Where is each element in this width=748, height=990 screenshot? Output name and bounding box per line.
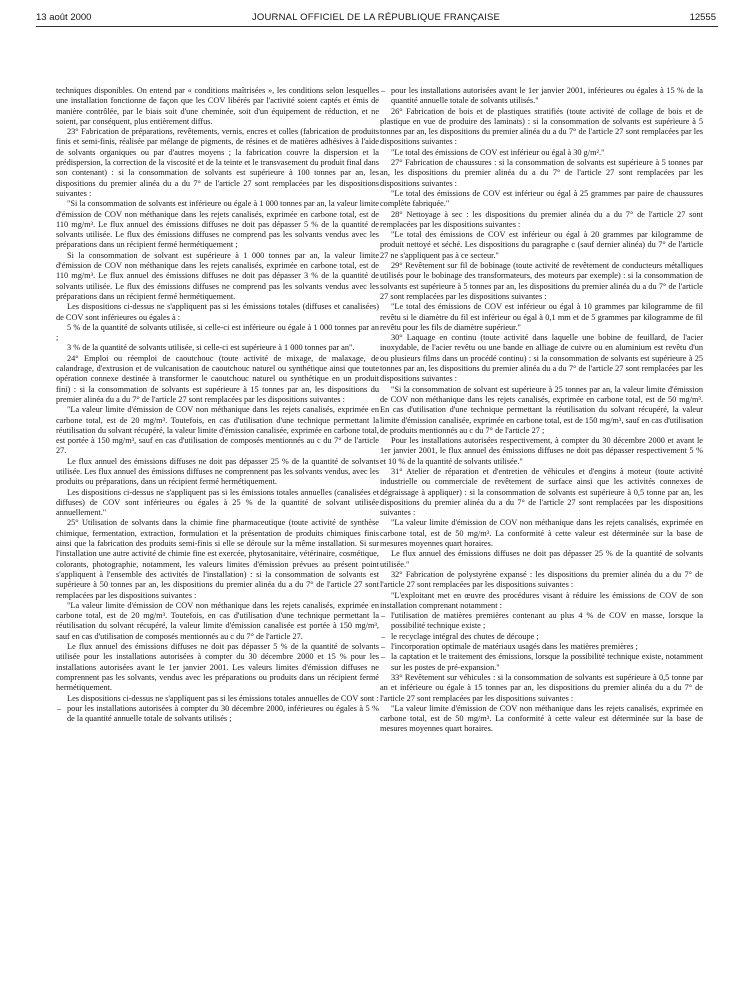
paragraph: "Le total des émissions de COV est inférieur ou égal à 20 grammes par kilogramme de produit nettoyé et séché. Les dispositions du paragraphe c (sauf dernier alinéa) du 7° de l'article 27 ne s'appliquent pas à ce secteur." (380, 230, 703, 260)
paragraph: "La valeur limite d'émission de COV non méthanique dans les rejets canalisés, exprimée en carbone total, est de 50 mg/m³. La conformité à cette valeur est déterminée sur la base de mesures moyennes quart horaires. (380, 518, 703, 549)
bullet-list (56, 704, 379, 725)
paragraph: "Si la consommation de solvants est inférieure ou égale à 1 000 tonnes par an, la valeur limite d'émission de COV non méthanique dans les rejets canalisés, exprimée en carbone total, est de 110 mg/m³. Le flux annuel des émissions diffuses ne doit pas dépasser 5 % de la quantité de solvants utilisée. Le flux des émissions diffuses ne comprend pas les solvants vendus avec les préparations dans un récipient fermé hermétiquement ; (56, 199, 379, 250)
bullet-list (380, 611, 703, 673)
header-page-number: 12555 (689, 12, 716, 23)
paragraph-28: 28° Nettoyage à sec : les dispositions du premier alinéa du a du 7° de l'article 27 sont remplacées par les dispositions suivantes : (380, 209, 703, 229)
header-date: 13 août 2000 (36, 12, 92, 23)
paragraph: Si la consommation de solvant est supérieure à 1 000 tonnes par an, la valeur limite d'émission de COV non méthanique dans les rejets canalisés, exprimée en carbone total, est de 110 mg/m³. Le flux annuel des émissions diffuses ne doit pas dépasser 3 % de la quantité de solvants utilisée. Le flux des émissions diffuses ne comprend pas les solvants vendus avec les préparations dans un récipient fermé hermétiquement. (56, 250, 379, 301)
list-item: – l'incorporation optimale de matériaux usagés dans les matières premières ; (380, 642, 703, 652)
paragraph: "La valeur limite d'émission de COV non méthanique dans les rejets canalisés, exprimée en carbone total, est de 20 mg/m³. Toutefois, en cas d'utilisation d'une technique permettant la réutilisation du solvant récupéré, la valeur limite d'émission canalisée, exprimée en carbone total, est portée à 150 mg/m³, sauf en cas d'utilisation de composés mentionnés au c du 7° de l'article 27. (56, 405, 379, 456)
paragraph: Les dispositions ci-dessus ne s'appliquent pas si les émissions totales (diffuses et canalisées) de COV sont inférieures ou égales à : (56, 302, 379, 322)
paragraph: techniques disponibles. On entend par « conditions maîtrisées », les conditions selon lesquelles une installation fonctionne de façon que les COV libérés par l'activité soient captés et émis de manière contrôlée, par le biais soit d'une cheminée, soit d'un équipement de réduction, et ne soient, par conséquent, plus entièrement diffus. (56, 86, 379, 126)
paragraph-27: 27° Fabrication de chaussures : si la consommation de solvants est supérieure à 5 tonnes par an, les dispositions du premier alinéa du a du 7° de l'article 27 sont remplacées par les dispositions suivantes : (380, 158, 703, 188)
paragraph: Le flux annuel des émissions diffuses ne doit pas dépasser 25 % de la quantité de solvants utilisée. Les flux annuel des émissions diffuses ne comprennent pas les solvants vendus, avec les produits ou préparations, dans un récipient fermé hermétiquement. (56, 456, 379, 487)
paragraph: "Le total des émissions de COV est inférieur ou égal à 25 grammes par paire de chaussures complète fabriquée." (380, 188, 703, 209)
paragraph-30: 30° Laquage en continu (toute activité dans laquelle une bobine de feuillard, de l'acier inoxydable, de l'acier revêtu ou une bande en alliage de cuivre ou en aluminium est revêtu d'un ou plusieurs films dans un procédé continu) : si la consommation de solvants est supérieure à 25 tonnes par an, les dispositions du premier alinéa du a du 7° de l'article 27 sont remplacées par les dispositions suivantes : (380, 333, 703, 384)
paragraph: Les dispositions ci-dessus ne s'appliquent pas si les émissions totales annuelles de COV sont : (67, 693, 379, 703)
list-item: – l'utilisation de matières premières contenant au plus 4 % de COV en masse, lorsque la possibilité technique existe ; (380, 611, 703, 632)
paragraph-33: 33° Revêtement sur véhicules : si la consommation de solvants est supérieure à 0,5 tonne par an et inférieure ou égale à 15 tonnes par an, les dispositions du premier alinéa du a du 7° de l'article 27 sont remplacées par les dispositions suivantes : (380, 672, 703, 703)
bullet-list (380, 86, 703, 107)
paragraph: Le flux annuel des émissions diffuses ne doit pas dépasser 5 % de la quantité de solvants utilisée pour les installations autorisées à compter du 30 décembre 2000 et 15 % pour les installations autorisées avant le 1er janvier 2001. Les valeurs limites d'émission diffuses ne comprennent pas les solvants, vendus avec les préparations ou produits dans un récipient fermé hermétiquement. (56, 642, 379, 693)
paragraph: Les dispositions ci-dessus ne s'appliquent pas si les émissions totales annuelles (canalisées et diffuses) de COV sont inférieures ou égales à 25 % de la quantité de solvant utilisée annuellement." (56, 487, 379, 518)
paragraph: "La valeur limite d'émission de COV non méthanique dans les rejets canalisés, exprimée en carbone total, est de 20 mg/m³. Toutefois, en cas d'utilisation d'une technique permettant la réutilisation du solvant récupéré, la valeur limite d'émission canalisée est portée à 150 mg/m³, sauf en cas d'utilisation de composés mentionnés au c du 7° de l'article 27. (56, 600, 379, 641)
left-column (56, 86, 379, 724)
paragraph-23: 23° Fabrication de préparations, revêtements, vernis, encres et colles (fabrication de produits finis et semi-finis, réalisée par mélange de pigments, de résines et de matières adhésives à l'aide de solvants organiques ou par d'autres moyens ; la fabrication couvre la dispersion et la prédispersion, la correction de la viscosité et de la teinte et le transvasement du produit final dans son contenant) : si la consommation de solvants est supérieure à 100 tonnes par an, les dispositions du premier alinéa du a du 7° de l'article 27 sont remplacées par les dispositions suivantes : (56, 127, 379, 198)
paragraph: "Si la consommation de solvant est supérieure à 25 tonnes par an, la valeur limite d'émission de COV non méthanique dans les rejets canalisés, exprimée en carbone total, est de 50 mg/m³. En cas d'utilisation d'une technique permettant la réutilisation du solvant récupéré, la valeur limite d'émission canalisée, exprimée en carbone total, est de 150 mg/m³, sauf en cas d'utilisation de produits mentionnés au c du 7° de l'article 27 ; (380, 384, 703, 435)
paragraph: Le flux annuel des émissions diffuses ne doit pas dépasser 25 % de la quantité de solvants utilisée." (380, 549, 703, 569)
list-item: – la captation et le traitement des émissions, lorsque la possibilité technique existe, notamment sur les postes de pré-expansion." (380, 652, 703, 673)
paragraph: "Le total des émissions de COV est inférieur ou égal à 30 g/m²." (391, 147, 605, 157)
list-item: – pour les installations autorisées à compter du 30 décembre 2000, inférieures ou égales à 5 % de la quantité annuelle totale de solvants utilisés ; (56, 704, 379, 725)
paragraph: "La valeur limite d'émission de COV non méthanique dans les rejets canalisés, exprimée en carbone total, est de 50 mg/m³. La conformité à cette valeur est déterminée sur la base de mesures moyennes quart horaires. (380, 703, 703, 734)
header-title: JOURNAL OFFICIEL DE LA RÉPUBLIQUE FRANÇAISE (251, 12, 501, 23)
list-item: – pour les installations autorisées avant le 1er janvier 2001, inférieures ou égales à 15 % de la quantité annuelle totale de solvants utilisés." (380, 86, 703, 107)
paragraph-32: 32° Fabrication de polystyrène expansé : les dispositions du premier alinéa du a du 7° de l'article 27 sont remplacées par les dispositions suivantes : (380, 569, 703, 590)
paragraph-24: 24° Emploi ou réemploi de caoutchouc (toute activité de mixage, de malaxage, de calandrage, d'extrusion et de vulcanisation de caoutchouc naturel ou synthétique ainsi que toute opération connexe destinée à transformer le caoutchouc naturel ou synthétique en un produit fini) : si la consommation de solvants est supérieure à 15 tonnes par an, les dispositions du premier alinéa du a du 7° de l'article 27 sont remplacées par les dispositions suivantes : (56, 353, 379, 404)
list-item: – le recyclage intégral des chutes de découpe ; (380, 632, 703, 642)
paragraph-26: 26° Fabrication de bois et de plastiques stratifiés (toute activité de collage de bois et de plastique en vue de produire des laminats) : si la consommation de solvants est supérieure à 5 tonnes par an, les dispositions du premier alinéa du a du 7° de l'article 27 sont remplacées par les dispositions suivantes : (380, 106, 703, 147)
paragraph-29: 29° Revêtement sur fil de bobinage (toute activité de revêtement de conducteurs métalliques utilisés pour le bobinage des transformateurs, des moteurs par exemple) : si la consommation de solvants est supérieure à 5 tonnes par an, les dispositions du premier alinéa du a du 7° de l'article 27 sont remplacées par les dispositions suivantes : (380, 261, 703, 301)
paragraph: "L'exploitant met en œuvre des procédures visant à réduire les émissions de COV de son installation comprenant notamment : (380, 590, 703, 610)
paragraph: "Le total des émissions de COV est inférieur ou égal à 10 grammes par kilogramme de fil revêtu si le diamètre du fil est inférieur ou égal à 0,1 mm et de 5 grammes par kilogramme de fil revêtu pour les fils de diamètre supérieur." (380, 302, 703, 332)
paragraph: 5 % de la quantité de solvants utilisée, si celle-ci est inférieure ou égale à 1 000 tonnes par an ; (56, 322, 379, 343)
paragraph-25: 25° Utilisation de solvants dans la chimie fine pharmaceutique (toute activité de synthèse chimique, fermentation, extraction, formulation et la présentation de produits chimiques finis ainsi que la fabrication des produits semi-finis si elle se déroule sur la même installation. Si sur l'installation une autre activité de chimie fine est exercée, phytosanitaire, vétérinaire, cosmétique, colorants, photographie, notamment, les valeurs limites d'émission prévues au présent point s'appliquent à l'ensemble des activités de l'installation) : si la consommation de solvants est supérieure à 50 tonnes par an, les dispositions du premier alinéa du a du 7° de l'article 27 sont remplacées par les dispositions suivantes : (56, 518, 379, 600)
paragraph: 3 % de la quantité de solvants utilisée, si celle-ci est supérieure à 1 000 tonnes par an". (67, 343, 355, 353)
paragraph-31: 31° Atelier de réparation et d'entretien de véhicules et d'engins à moteur (toute activité industrielle ou commerciale de revêtement de surface ainsi que les activités connexes de dégraissage à appliquer) : si la consommation de solvants est supérieure à 0,5 tonne par an, les dispositions du premier alinéa du a du 7° de l'article 27 sont remplacées par les dispositions suivantes : (380, 466, 703, 518)
header-rule (36, 26, 718, 27)
paragraph: Pour les installations autorisées respectivement, à compter du 30 décembre 2000 et avant le 1er janvier 2001, le flux annuel des émissions diffuses ne doit pas dépasser respectivement 5 % et 10 % de la quantité de solvants utilisée." (380, 436, 703, 466)
right-column (380, 86, 703, 735)
